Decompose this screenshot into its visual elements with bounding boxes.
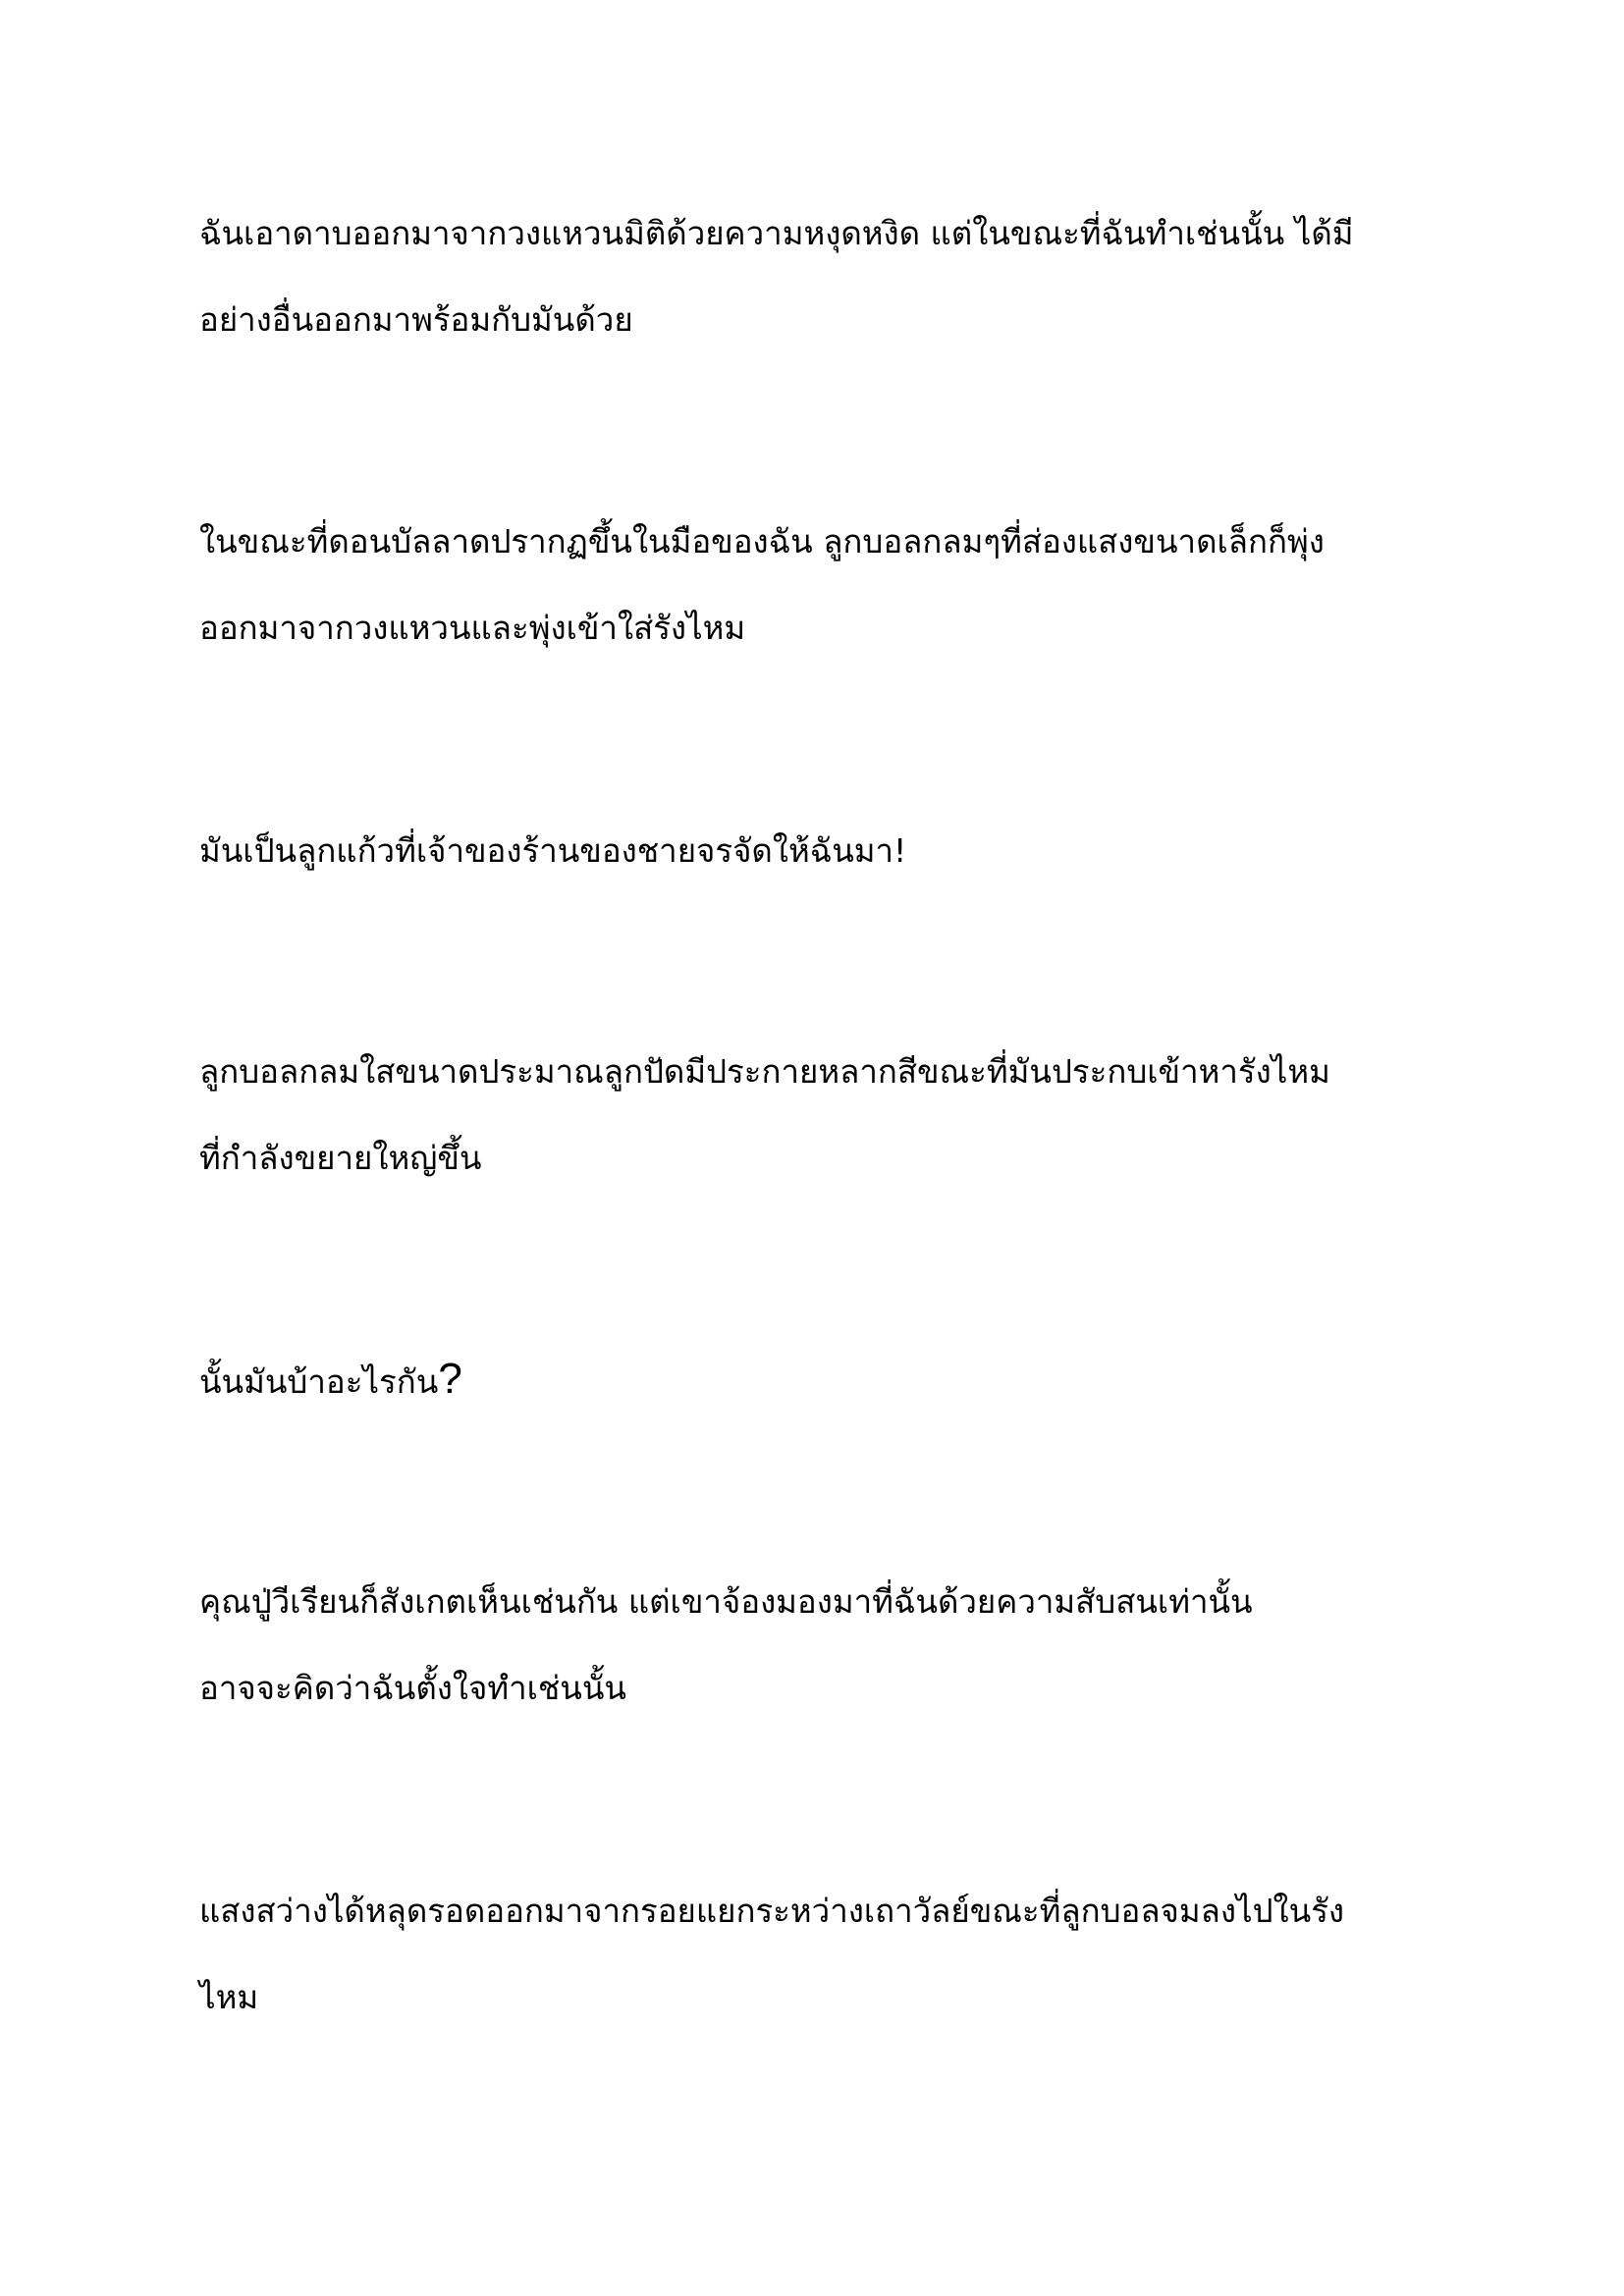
- paragraph: [199, 808, 1436, 894]
- question-mark: ?: [438, 1355, 462, 1403]
- paragraph: [199, 190, 1436, 363]
- paragraph: [199, 1029, 1436, 1201]
- text-line: อาจจะคิดว่าฉันตั้งใจทำเช่นนั้น: [199, 1669, 626, 1707]
- text-line: ที่กำลังขยายใหญ่ขึ้น: [199, 1139, 482, 1177]
- paragraph: [199, 1559, 1436, 1732]
- text-line: [199, 1336, 1436, 1422]
- text-line: ลูกบอลกลมใสขนาดประมาณลูกปัดมีประกายหลากสีขณะที่มันประกบเข้าหารังไหม: [199, 1052, 1330, 1091]
- paragraph: [199, 499, 1436, 671]
- text-line: ไหม: [199, 1978, 259, 2016]
- text-line: ฉันเอาดาบออกมาจากวงแหวนมิติด้วยความหงุดหงิด แต่ในขณะที่ฉันทำเช่นนั้น ได้มี: [199, 214, 1354, 252]
- paragraph: [199, 1336, 1436, 1422]
- text-line: ออกมาจากวงแหวนและพุ่งเข้าใส่รังไหม: [199, 609, 746, 647]
- text-line: อย่างอื่นออกมาพร้อมกับมันด้วย: [199, 300, 633, 339]
- text-line: คุณปู่วีเรียนก็สังเกตเห็นเช่นกัน แต่เขาจ้องมองมาที่ฉันด้วยความสับสนเท่านั้น: [199, 1582, 1253, 1621]
- text-line: มันเป็นลูกแก้วที่เจ้าของร้านของชายจรจัดให้ฉันมา!: [199, 831, 907, 870]
- text-line: ในขณะที่ดอนบัลลาดปรากฏขึ้นในมือของฉัน ลูกบอลกลมๆที่ส่องแสงขนาดเล็กก็พุ่ง: [199, 522, 1325, 561]
- paragraph: [199, 1868, 1436, 2041]
- text-line: แสงสว่างได้หลุดรอดออกมาจากรอยแยกระหว่างเถาวัลย์ขณะที่ลูกบอลจมลงไปในรัง: [199, 1892, 1345, 1930]
- text-line-body: นั้นมันบ้าอะไรกัน: [199, 1362, 439, 1401]
